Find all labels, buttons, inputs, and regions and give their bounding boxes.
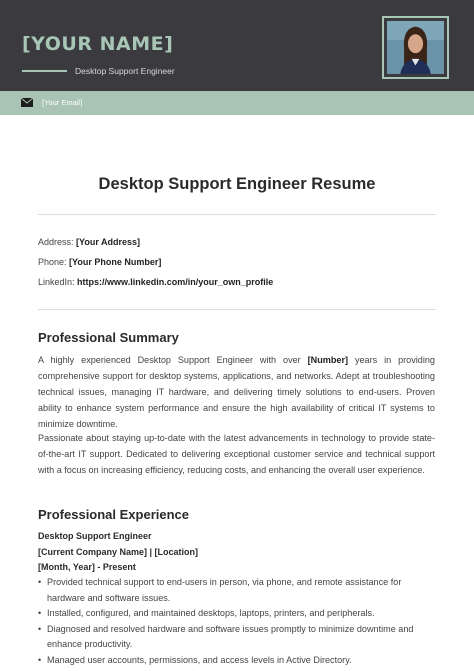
contact-bar [0,91,474,115]
job-company: [Current Company Name] | [Location] [38,547,199,557]
summary-paragraph-2: Passionate about staying up-to-date with the latest advancements in technology to provide state-of-the-art IT support. Dedicated to delivering exceptional customer service and technical support with a focus on increasing efficiency, reducing costs, and enhancing the overall user experience. [38,433,435,475]
list-item: • Provided technical support to end-users in person, via phone, and remote assistance for hardware and software issues. [38,575,435,606]
name-underline [22,70,67,72]
address-value: [Your Address] [76,237,141,247]
list-item: • Diagnosed and resolved hardware and software issues promptly to minimize downtime and enhance productivity. [38,622,435,653]
experience-heading: Professional Experience [38,507,190,522]
profile-photo-graphic [387,21,444,74]
phone-value: [Your Phone Number] [69,257,162,267]
resume-header [0,0,474,91]
candidate-name: [YOUR NAME] [22,33,174,55]
job-role: Desktop Support Engineer [38,531,152,541]
list-item: • Installed, configured, and maintained desktops, laptops, printers, and peripherals. [38,606,435,622]
summary-paragraph-1 [38,352,435,432]
divider [38,214,436,215]
phone-line [38,257,161,267]
summary-text: years in providing comprehensive support for desktop systems, applications, and networks. Adept at troubleshooting technical issues, managing IT hardware, and delivering timely solutions to end-users. Proven ability to enhance system performance and ensure the high availability of critical IT systems to minimize downtime. [38,355,435,429]
profile-photo-frame [382,16,449,79]
resume-title: Desktop Support Engineer Resume [98,175,376,193]
list-item: • Managed user accounts, permissions, and access levels in Active Directory. [38,653,435,669]
header-job-title: Desktop Support Engineer [75,66,175,76]
email-text: [Your Email] [42,98,83,107]
linkedin-label: LinkedIn: [38,277,75,287]
experience-bullets [38,575,435,669]
address-label: Address: [38,237,74,247]
divider [38,309,436,310]
summary-text: A highly experienced Desktop Support Engineer with over [38,355,308,365]
linkedin-link[interactable]: https://www.linkedin.com/in/your_own_profile [77,277,274,287]
summary-heading: Professional Summary [38,330,179,345]
address-line [38,237,140,247]
profile-photo [387,21,444,74]
phone-label: Phone: [38,257,67,267]
mail-icon [21,98,33,107]
job-dates: [Month, Year] - Present [38,562,136,572]
linkedin-line [38,277,273,287]
summary-years-placeholder: [Number] [307,355,349,365]
